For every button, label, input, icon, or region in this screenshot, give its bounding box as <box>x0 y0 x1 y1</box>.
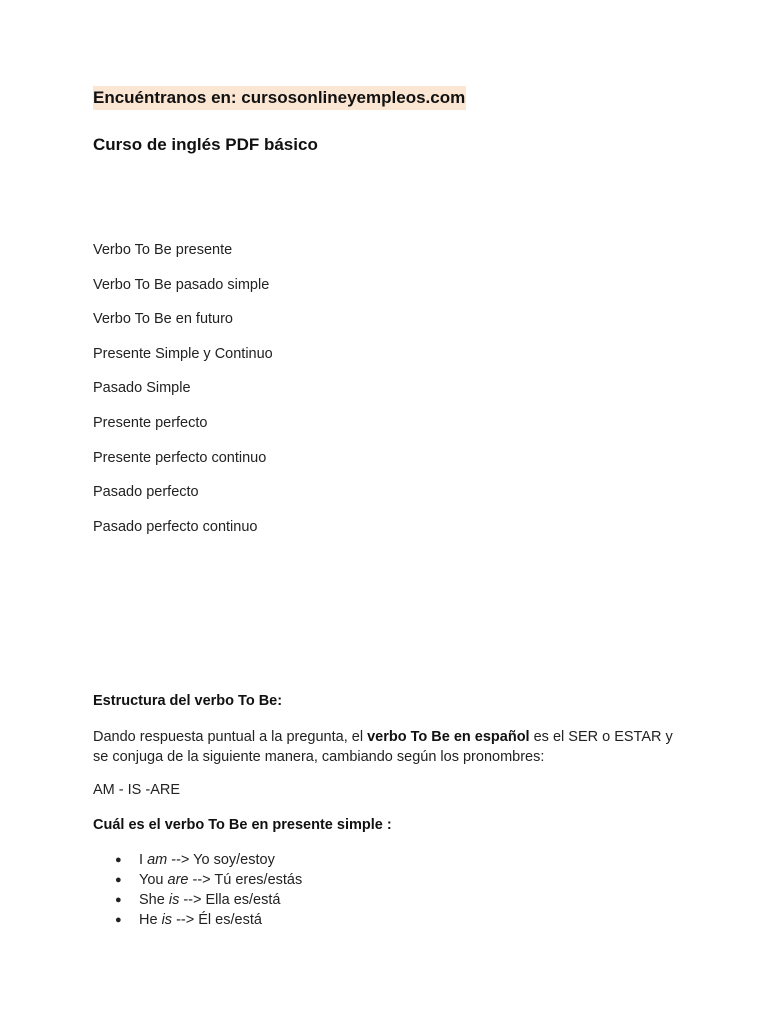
topic-item: Verbo To Be pasado simple <box>93 276 270 293</box>
website-banner: Encuéntranos en: cursosonlineyempleos.com <box>93 86 466 110</box>
translation: --> Yo soy/estoy <box>167 852 275 868</box>
intro-text-start: Dando respuesta puntual a la pregunta, el <box>93 729 368 745</box>
bullet-dot-icon: ● <box>115 894 122 906</box>
topic-item: Presente Simple y Continuo <box>93 345 273 362</box>
translation: --> Tú eres/estás <box>188 872 303 888</box>
topic-item: Verbo To Be en futuro <box>93 311 234 328</box>
verb-form: is <box>168 892 180 908</box>
topic-item: Pasado Simple <box>93 380 191 397</box>
conjugation-item <box>115 890 302 910</box>
topic-item: Pasado perfecto <box>93 484 199 501</box>
structure-heading: Estructura del verbo To Be: <box>93 693 283 709</box>
conjugation-list <box>115 850 302 930</box>
topic-item: Pasado perfecto continuo <box>93 518 258 535</box>
verb-form: are <box>167 872 189 888</box>
topic-item: Presente perfecto continuo <box>93 449 267 466</box>
translation: --> Él es/está <box>172 912 262 928</box>
verb-form: is <box>161 912 173 928</box>
translation: --> Ella es/está <box>179 892 281 908</box>
structure-intro-paragraph <box>93 727 683 767</box>
pronoun: He <box>139 912 162 928</box>
pronoun: She <box>139 892 169 908</box>
bullet-dot-icon: ● <box>115 914 122 926</box>
topic-list <box>93 241 273 552</box>
present-simple-heading: Cuál es el verbo To Be en presente simple : <box>93 817 392 833</box>
topic-item: Presente perfecto <box>93 414 208 431</box>
topic-item: Verbo To Be presente <box>93 242 233 258</box>
bullet-dot-icon: ● <box>115 874 122 886</box>
pronoun: I <box>139 852 148 868</box>
course-title: Curso de inglés PDF básico <box>93 135 318 154</box>
verb-form: am <box>147 852 168 868</box>
conjugation-item <box>115 850 302 870</box>
intro-bold-text: verbo To Be en español <box>367 729 530 745</box>
conjugation-item <box>115 870 302 890</box>
pronoun: You <box>139 872 168 888</box>
verb-forms: AM - IS -ARE <box>93 782 181 798</box>
bullet-dot-icon: ● <box>115 854 122 866</box>
intro-text-end: es el SER o ESTAR y se conjuga de la siguiente manera, cambiando según los pronombres: <box>93 729 673 765</box>
conjugation-item <box>115 910 302 930</box>
